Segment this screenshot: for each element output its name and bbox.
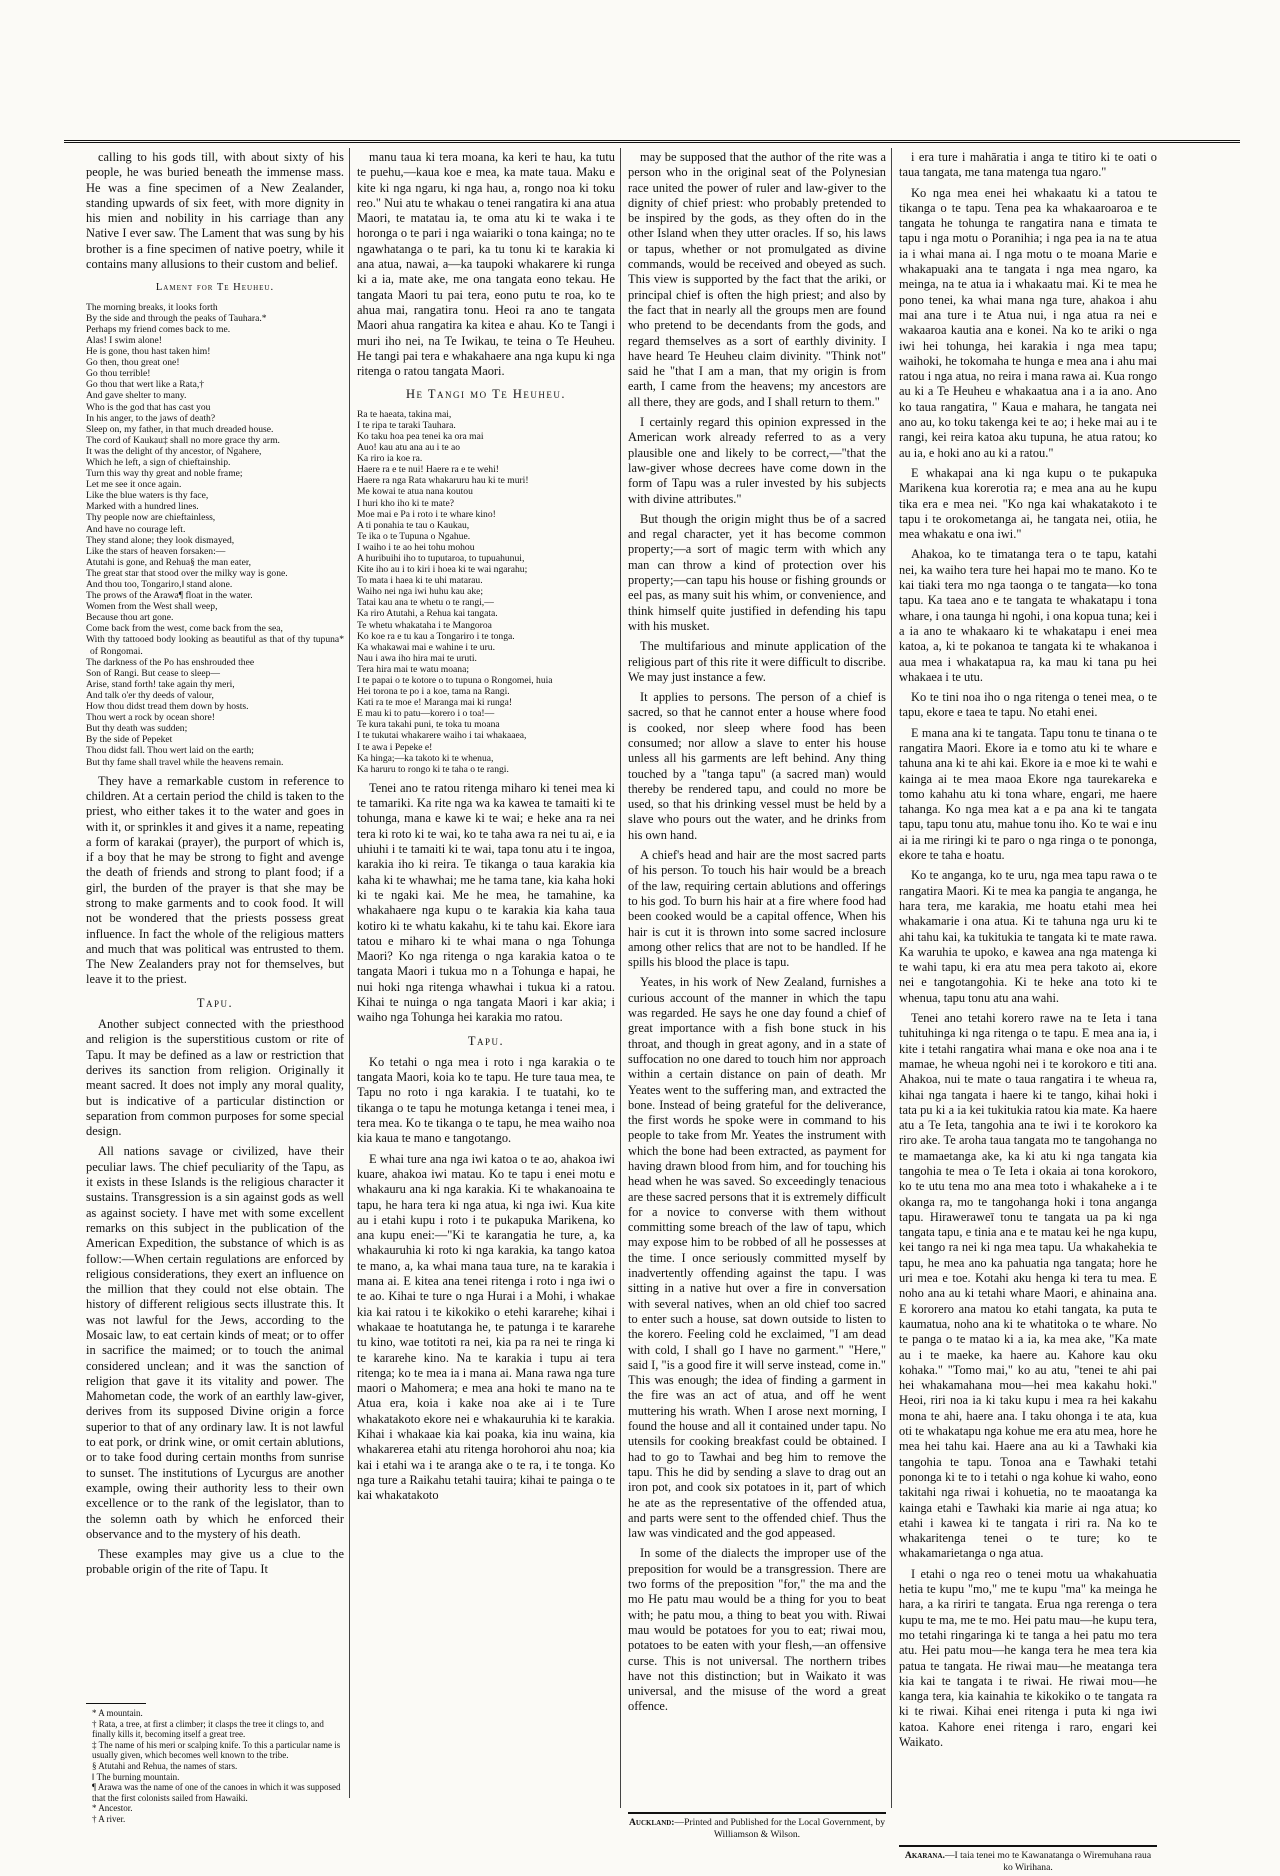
section-heading: Lament for Te Heuheu. (155, 282, 275, 294)
paragraph: They have a remarkable custom in reference to children. At a certain period the child is taken to the priest, who either takes it to the water and goes in with it, or sprinkles it and gives it a name, repeating a form of karakai (prayer), the purport of which is, if a boy that he may be strong to fight and avenge the death of friends and strong to plant food; if a girl, the burden of the prayer is that she may be strong to make garments and to cook food. It will not be wondered that the priests possess great influence. In fact the whole of the religious matters and much that was political was entrusted to them. The New Zealanders pray not for themselves, but leave it to the priest. (86, 773, 344, 987)
poem-line: Thou didst fall. Thou wert laid on the earth; (86, 745, 254, 757)
poem-line: Tera hira mai te watu moana; (357, 663, 470, 675)
poem-line: Like the blue waters is thy face, (86, 490, 209, 502)
poem-line: Ra te haeata, takina mai, (357, 408, 452, 420)
footnote: † A river. (92, 1813, 126, 1824)
paragraph: These examples may give us a clue to the probable origin of the rite of Tapu. It (86, 1547, 344, 1577)
column-4-maori (899, 150, 1157, 1840)
poem-line: Me kowai te atua nana koutou (357, 486, 473, 498)
paragraph: Another subject connected with the priesthood and religion is the superstitious custom or rite of Tapu. It may be defined as a law or restriction that derives its sanction from religion. Originally it meant sacred. It does not imply any moral quality, but is indicative of a particular distinction or separation from common purposes for some special design. (86, 1017, 344, 1139)
poem-line: Women from the West shall weep, (86, 601, 218, 613)
poem-line: Thou wert a rock by ocean shore! (86, 712, 215, 724)
poem-line: He is gone, thou hast taken him! (86, 346, 211, 358)
column-2-maori (357, 150, 615, 1800)
paragraph: may be supposed that the author of the rite was a person who in the original seat of the Polynesian race united the power of ruler and law-giver to the dignity of chief priest: who probably pretended to be inspired by the gods, as they often do in the other Island when they utter oracles. If so, his laws or tapus, whether or not promulgated as divine commands, would be received and obeyed as such. This view is supported by the fact that the ariki, or principal chief is often the high priest; and also by the fact that in nearly all the groups men are found who pretend to be decendants from the gods, and regard themselves as a sort of earthly divinity. I have heard Te Heuheu claim divinity. "Think not" said he "that I am a man, that my origin is from earth, I came from the heavens; my ancestors are all there, they are gods, and I shall return to them." (628, 150, 886, 409)
imprint-english (628, 1812, 886, 1840)
paragraph: E whakapai ana ki nga kupu o te pukapuka Marikena kua korerotia ra; e mea ana au he kupu tika era e mea nei. "Ko nga kai whakatakoto i te tapu i te orokometanga ai, he tangata nei, otiia, he mea whakatu e ona iwi." (899, 465, 1157, 542)
poem-line: How thou didst tread them down by hosts. (86, 701, 249, 713)
poem-line: I te ripa te taraki Tauhara. (357, 419, 456, 431)
section-heading: He Tangi mo Te Heuheu. (406, 387, 566, 402)
poem-line: Arise, stand forth! take again thy meri, (86, 678, 235, 690)
poem-line: I te awa i Pepeke e! (357, 741, 433, 753)
poem-line: And thou too, Tongariro,‖ stand alone. (86, 579, 233, 591)
poem-line: A huribuihi iho to tuputaroa, to tupuahunui, (357, 552, 525, 564)
paragraph: It applies to persons. The person of a chief is sacred, so that he cannot enter a house where food is cooked, nor sleep where food has been consumed; nor allow a slave to enter his house unless all his garments are left behind. Any thing touched by a "tanga tapu" (a sacred man) would thereby be rendered tapu, and could no more be used, so that his drinking vessel must be held by a slave who pours out the water, and he drinks from his own hand. (628, 690, 886, 842)
poem-line: Te whetu whakataha i te Mangoroa (357, 619, 492, 631)
poem-line: Ko koe ra e tu kau a Tongariro i te tonga. (357, 630, 515, 642)
paragraph: manu taua ki tera moana, ka keri te hau, ka tutu te puehu,—kaua koe e mea, ka mate taua. Maku e kite ki nga ngaru, ki nga hau, a, rongo noa ki toku reo." Nui atu te whakau o tenei rangatira ki ana atua Maori, te matatau ia, te oma atu ki te waka i te horonga o te pari i nga waiariki o tona kainga; no te ngawhatanga o te pari, ka tu tonu ki te karakia ki ana atua, nawai, a—ka taupoki whakarere ki runga ki a ia, mate ake, me ona tangata eono tekau. He tangata Maori tu pai tera, eono putu te roa, ko te ahua mai, rangatira tonu. Heoi ra ano te tangata Maori ahua rangatira ka kitea e ahau. Ko te Tangi i muri iho nei, na Te Iwikau, te teina o Te Heuheu. He tangi pai tera e whakahaere ana nga kupu ki nga ritenga o ratou tangata Maori. (357, 150, 615, 379)
paragraph: Yeates, in his work of New Zealand, furnishes a curious account of the manner in which the tapu was regarded. He says he one day found a chief of great importance with a fish bone stuck in his throat, and though in great agony, and in a state of suffocation no one dared to touch him nor approach within a certain distance on pain of death. Mr Yeates went to the suffering man, and extracted the bone. Instead of being grateful for the deliverance, the first words he spoke were in command to his people to take from Mr. Yeates the instrument with which the bone had been extracted, as payment for having drawn blood from him, and for touching his head when he was saved. So exceedingly tenacious are these sacred persons that it is extremely difficult for a novice to converse with them without committing some breach of the law of tapu, which may expose him to be robbed of all he possesses at the time. I once seriously committed myself by inadvertently offending against the tapu. I was sitting in a native hut over a fire in conversation with several natives, when an old chief too sacred to enter such a house, sat down outside to listen to the korero. Feeling cold he exclaimed, "I am dead with cold, I shall go I have no garment." "Here," said I, "is a good fire it will serve instead, come in." This was enough; the idea of finding a garment in the fire was an act of atua, and off he went muttering his wrath. When I arose next morning, I found the house and all it contained under tapu. No utensils for cooking breakfast could be obtained. I had to go to Tawhai and beg him to remove the tapu. This he did by sending a slave to drag out an iron pot, and cook six potatoes in it, part of which he ate as the representative of the offended atua, and parts were sent to the offended chief. Thus the law was vindicated and the god appeased. (628, 975, 886, 1541)
poem-line: Because thou art gone. (86, 612, 174, 624)
paragraph: But though the origin might thus be of a sacred and regal character, yet it has become common property;—a sort of magic term with which any man can throw a kind of protection over his property;—can tapu his house or fishing grounds or eel pas, as many suit his whim, or convenience, and think himself quite justified in defending his tapu with his musket. (628, 511, 886, 633)
footnote: † Rata, a tree, at first a climber; it clasps the tree it clings to, and finally kills it, becoming itself a great tree. (92, 1718, 324, 1740)
imprint-text: —Printed and Published for the Local Government, by Williamson & Wilson. (674, 1817, 885, 1840)
column-divider (891, 148, 892, 1808)
column-divider (620, 148, 621, 1808)
poem-line: Ko taku hoa pea tenei ka ora mai (357, 430, 484, 442)
footnote: ¶ Arawa was the name of one of the canoes in which it was supposed that the first colonists sailed from Hawaiki. (92, 1782, 341, 1803)
poem-line: Perhaps my friend comes back to me. (86, 323, 231, 335)
paragraph: calling to his gods till, with about sixty of his people, he was buried beneath the immense mass. He was a fine specimen of a New Zealander, standing upwards of six feet, with more dignity in his mien and nobility in his carriage than any Native I ever saw. The Lament that was sung by his brother is a fine specimen of native poetry, while it contains many allusions to their custom and belief. (86, 150, 344, 272)
column-divider (349, 148, 350, 1798)
poem-line: Ka haruru to rongo ki te taha o te rangi. (357, 763, 509, 775)
poem-line: Ka riro ia koe ra. (357, 453, 423, 465)
poem-line: Thy people now are chieftainless, (86, 512, 216, 524)
poem-line: Ka riro Atutahi, a Rehua kai tangata. (357, 608, 498, 620)
poem-line: Te kura takahi puni, te toka tu moana (357, 719, 500, 731)
poem-line: Turn this way thy great and noble frame; (86, 468, 243, 480)
poem-line: The prows of the Arawa¶ float in the water. (86, 590, 253, 602)
poem-line: I te papai o te kotore o to tupuna o Rongomei, huia (357, 675, 553, 686)
poem-line: By the side of Pepeket (86, 734, 173, 746)
section-heading: Tapu. (467, 1033, 505, 1048)
poem-line: Who is the god that has cast you (86, 401, 211, 413)
footnotes (86, 1703, 344, 1825)
poem-line: In his anger, to the jaws of death? (86, 412, 216, 424)
poem-line: Kati ra te moe e! Maranga mai ki runga! (357, 697, 513, 709)
footnote: § Atutahi and Rehua, the names of stars. (92, 1760, 238, 1771)
poem-line: Like the stars of heaven forsaken:— (86, 545, 226, 557)
poem-line: Moe mai e Pa i roto i te whare kino! (357, 508, 496, 520)
lament-poem (86, 302, 344, 768)
footnote: * Ancestor. (92, 1803, 133, 1814)
paragraph: E whai ture ana nga iwi katoa o te ao, ahakoa iwi kuare, ahakoa iwi matau. Ko te tapu i enei motu e whakauru ana ki nga karakia. Ki te whakanoaina te tapu, he hara tera ki nga atua, ki nga iwi. Kua kite au i etahi kupu i roto i te pukapuka Marikena, ko ana kupu enei:—"Ki te karangatia he ture, a, ka whakauruhia ki roto ki nga karakia, ka tango katoa te mano, a, ka whai mana taua ture, na te karakia i mana ai. E kitea ana tenei ritenga i roto i nga iwi o te ao. Kihai te ture o nga Hurai i a Mohi, i whakae kia kai ratou i te kikokiko o etehi kararehe; kihai i whakaae te hoatutanga he, te patunga i te kararehe tu kino, wae totitoti ra nei, kia pa ra nei te ringa ki te kararehe kino. Na te karakia i tupu ai tera ritenga; ko te mea ia i mana ai. Mana rawa nga ture maori o Mahomera; e mea ana hoki te mano na te Atua era, koia i kake noa ake ai i te Ture whakatakoto ekore nei e whakauruhia ki te karakia. Kihai i whakaae kia kai poaka, kia inu waina, kia whakarerea etahi atu ritenga horohoroi ahu noa; kia kai i etahi wa i te aranga ake o te ra, i te tonga. Ko nga ture a Raikahu tetahi tauira; kihai te painga o te kai whakatakoto (357, 1151, 615, 1503)
imprint-label: Akarana. (904, 1850, 945, 1861)
column-3-english (628, 150, 886, 1810)
poem-line: Te ika o te Tupuna o Ngahue. (357, 530, 471, 542)
footnote-rule (86, 1703, 146, 1704)
footnote: * A mountain. (92, 1708, 143, 1718)
paragraph: In some of the dialects the improper use of the preposition for would be a transgression. There are two forms of the preposition "for," the ma and the mo He patu mau would be a thing for you to beat with; he patu mou, a thing to beat you with. Riwai mau would be potatoes for you to eat; riwai mou, potatoes to be eaten with your flesh,—an offensive curse. This is not universal. The northern tribes have not this distinction; but in Waikato it was universal, and the misuse of the word a great offence. (628, 1546, 886, 1714)
poem-line: With thy tattooed body looking as beautiful as that of thy tupuna* of Rongomai. (86, 634, 344, 657)
poem-line: Ka hinga;—ka takoto ki te whenua, (357, 752, 494, 764)
poem-line: The cord of Kaukau‡ shall no more grace thy arm. (86, 434, 280, 446)
paragraph: A chief's head and hair are the most sacred parts of his person. To touch his hair would be a breach of the law, requiring certain ablutions and offerings to his god. To burn his hair at a fire where food had been cooked would be a capital offence, When his hair is cut it is thrown into some sacred inclosure among other relics that are not to be handled. If he spills his blood the place is tapu. (628, 848, 886, 970)
poem-line: Marked with a hundred lines. (86, 501, 199, 513)
paragraph: The multifarious and minute application of the religious part of this rite it were difficult to discribe. We may just instance a few. (628, 639, 886, 684)
tangi-poem (357, 409, 615, 775)
poem-line: I te tukutai whakarere waiho i tai whakaaea, (357, 730, 527, 742)
poem-line: And talk o'er thy deeds of valour, (86, 689, 214, 701)
poem-line: They stand alone; they look dismayed, (86, 534, 235, 546)
poem-line: Alas! I swim alone! (86, 334, 162, 346)
poem-line: Kite iho au i to kiri i hoea ki te wai ngarahu; (357, 564, 528, 576)
paragraph: i era ture i mahāratia i anga te titiro ki te oati o taua tangata, me tana matenga tua ngaro." (899, 150, 1157, 180)
poem-line: Come back from the west, come back from the sea, (86, 623, 283, 635)
imprint-label: Auckland: (628, 1817, 675, 1828)
paragraph: Ko te anganga, ko te uru, nga mea tapu rawa o te rangatira Maori. Ki te mea ka pangia te anganga, he hara tera, me karakia, me hoatu etahi mea hei whakamarie i ona atua. Ki te tahuna nga uru ki te ahi tahu kai, ka tukitukia te tangata ki te mate rawa. Ka waruhia te upoko, e kawea ana nga matenga ki te wahi tapu, ki era atu mea pera takoto ai, ekore nei e tangotangohia. Ki te heke ana toto ki te whenua, tapu tonu atu ana wahi. (899, 868, 1157, 1005)
poem-line: Nau i awa iho hira mai te uruti. (357, 652, 477, 664)
poem-line: The darkness of the Po has enshrouded thee (86, 656, 255, 668)
paragraph: Tenei ano te ratou ritenga miharo ki tenei mea ki te tamariki. Ka rite nga wa ka kawea te tamaiti ki te tohunga, mana e kawe ki te wai; e heke ana ra nei tera ki roto ki te wai, ko te taha awa ra nei tu ai, e ia uhiuhi i te tamaiti ki te wai, tapa tonu atu i te ingoa, karakia iho ki reira. Te tikanga o taua karakia kia kaha ki te whawhai; me he tama tane, kia kaha hoki ki te ngaki kai. Me he mea, he tamahine, ka whakahaere nga kupu o te karakia kia kaha taua kotiro ki te whatu kakahu, ki te tahu kai. Ekore iara tatou e miharo ki te whai mana o nga Tohunga Maori? Ko nga ritenga o nga karakia katoa o te tangata Maori i tukua mo n a Tohunga e hapai, he nui hoki nga ritenga whawhai i tukua ki a ratou. Kihai te nuinga o nga tangata Maori i kar akia; i waiho nga Tohunga hei karakia mo ratou. (357, 780, 615, 1025)
poem-line: Auo! kau atu ana au i te ao (357, 442, 461, 454)
paragraph: I etahi o nga reo o tenei motu ua whakahuatia hetia te kupu "mo," me te kupu "ma" ka meinga he hara, a ka ririri te tangata. Erua nga rerenga o tera kupu te ma, me te mo. Hei patu mau—he kupu tera, mo tetahi ringaringa ki te tanga a hei patu mo tera atu. Hei patu mou—he kanga tera he mea tera kia patua te tangata. He riwai mau—he meatanga tera kia kai te tangata i te riwai. He riwai mou—he kanga tera, kia kainahia te kikokiko o te tangata ra ki te riwai. Kihai enei ritenga i puta ki nga iwi katoa. Kahore enei ritenga i raro, engari kei Waikato. (899, 1566, 1157, 1749)
poem-line: Ka whakawai mai e wahine i te uru. (357, 641, 495, 653)
poem-line: Waiho nei nga iwi huhu kau ake; (357, 586, 484, 598)
poem-line: Son of Rangi. But cease to sleep— (86, 667, 221, 679)
poem-line: Sleep on, my father, in that much dreaded house. (86, 423, 274, 435)
poem-line: It was the delight of thy ancestor, of Ngahere, (86, 445, 262, 457)
paragraph: Ahakoa, ko te timatanga tera o te tapu, katahi nei, ka waiho tera ture hei hapai mo te mano. Ko te kai tiaki tera mo nga taonga o te tangata—ko tona tapu. Ka taea ano e te tangata te whakatapu i tona whare, i ona taunga hi ngohi, i ona kopua tuna; kei i a ia ano te whakaaro ki te whakatapu i enei mea katoa, a, ki te pokanoa te tangata ki te whakanoa i aua mea i whakatapua ra, ka mau ki tana pu hei whakaea i te utu. (899, 547, 1157, 684)
poem-line: A ti ponahia te tau o Kaukau, (357, 519, 470, 531)
paragraph: E mana ana ki te tangata. Tapu tonu te tinana o te rangatira Maori. Ekore ia e tomo atu ki te whare e tahuna ana ki te ahi kai. Ekore ia e moe ki te wahi e kainga ai te mea maoa Ekore nga taurekareka e tomo kahahu atu ki tona whare, engari, me haere tahanga. Ko nga mea kat a e pa ana ki te tangata tapu, tapu tonu atu, mahue tonu iho. Ko te wai e inu ai ia me riringi ki te paro o nga ringa o te pononga, ekore te taha e hoatu. (899, 725, 1157, 863)
paragraph: All nations savage or civilized, have their peculiar laws. The chief peculiarity of the Tapu, as it exists in these Islands is the religious character it sustains. Transgression is a sin against gods as well as against society. I have met with some excellent remarks on this subject in the publication of the American Expedition, the substance of which is as follow:—When certain regulations are enforced by religious considerations, they exert an influence on the million that they could not else obtain. The history of different religious sects illustrate this. It was not lawful for the Jews, according to the Mosaic law, to eat certain kinds of meat; or to offer in sacrifice the maimed; or to touch the animal considered unclean; and it was the sanction of religion that gave it its vitality and power. The Mahometan code, the work of an earthly law-giver, derives from its supposed Divine origin a force superior to that of any ordinary law. It is not lawful to eat pork, or drink wine, or omit certain ablutions, or to take food during certain months from sunrise to sunset. The institutions of Lycurgus are another example, owing their authority less to their own excellence or to the rank of the legislator, than to the solemn oath by which he enforced their observance and to the mystery of his death. (86, 1144, 344, 1541)
paragraph: I certainly regard this opinion expressed in the American work already referred to as a very plausible one and likely to be correct,—"that the law-giver whose decrees have come down in the form of Tapu was a ruler invested by his subjects with divine attributes." (628, 415, 886, 506)
poem-line: But thy death was sudden; (86, 723, 188, 735)
poem-line: Hei torona te po i a koe, tama na Rangi. (357, 686, 510, 698)
poem-line: Atutahi is gone, and Rehua§ the man eater, (86, 556, 252, 568)
paragraph: Tenei ano tetahi korero rawe na te Ieta i tana tuhituhinga ki nga ritenga o te tapu. E mea ana ia, i kite i tetahi rangatira whai mana e oke noa ana i te mamae, he wheua ngohi nei i te korokoro e titi ana. Ahakoa, nui te mate o taua rangatira i te wheua ra, kihai nga tangata i haere ki te tango, kihai hoki i tata pu ki a ia kei tukitukia ratou kia mate. Ka haere atu a Te Ieta, tangohia ana te iwi i te korokoro ka riro ake. Te aroha taua tangata mo te tangohanga no te mamaetanga ake, ka ki atu ki nga tangata kia tangohia te mea o Te Ieta i okaia ai tona korokoro, ko te utu tena mo ana mea toto i whakaheke a i te okanga ra, mo te tangohanga hoki i tona anganga tapu. Hiraweraweī tonu te tangata ua pa ki nga tangata tapu, e tinia ana e te matau kei he nga kupu, kei tango ra nei ki nga mea tapu. Ua whakahekia te tapu, he mea ano ka pahuatia nga tangata; hore he uri mea e toe. Kotahi aku henga ki tera tu mea. E noho ana au ki tetahi whare Maori, e ahinaina ana. E kororero ana matou ko etahi tangata, ka puta te kaumatua, noho ana ki te whatitoka o te whare. No te panga o te matao ki a ia, ka mea ake, "Ka mate au i te maeke, ka haere au. Kahore kau oku kohaka." "Tomo mai," ko au atu, "tenei te ahi pai hei whakamahana mou—hei mea kakahu hoki." Heoi, riri noa ia ki taku kupu i mea ra hei kakahu mona te ahi, haere ana. I taku ohonga i te ata, kua oti te whakatapu nga kohue me era atu mea, hore he mea hei tahu kai. Haere ana au ki a Tawhaki kia tangohia te tapu. Tonoa ana e Tawhaki tetahi pononga ki te to i tetahi o nga kohue ki waho, eono takitahi nga riwai i kohuetia, no te maoatanga ka kainga etahi e Tawhaki kia marie ai nga atua; ko etahi i kawea ki te tangata i riri ra. Na ko te whakaritenga tenei o te ture; ko te whakamarietanga o nga atua. (899, 1011, 1157, 1561)
poem-line: Which he left, a sign of chieftainship. (86, 456, 231, 468)
paragraph: Ko tetahi o nga mea i roto i nga karakia o te tangata Maori, koia ko te tapu. He ture taua mea, te Tapu no roto i nga karakia. I te tuatahi, ko te tikanga o te tapu he motunga ketanga i tenei mea, i tera mea. Ko te tikanga o te tapu, he mea waiho noa kia kaua te mano e tangotango. (357, 1054, 615, 1146)
poem-line: Go then, thou great one! (86, 357, 180, 369)
column-1-english (86, 150, 344, 1840)
poem-line: Haere ra nga Rata whakaruru hau ki te muri! (357, 475, 529, 487)
poem-line: By the side and through the peaks of Tauhara.* (86, 312, 267, 324)
footnote: ‖ The burning mountain. (92, 1771, 180, 1782)
poem-line: To mata i haea ki te uhi matarau. (357, 575, 483, 587)
poem-line: Go thou terrible! (86, 368, 151, 380)
poem-line: I huri kho iho ki te mate? (357, 497, 454, 509)
poem-line: And have no courage left. (86, 523, 186, 535)
footnote: ‡ The name of his meri or scalping knife. To this a particular name is usually given, which becomes well known to the tribe. (92, 1739, 341, 1761)
poem-line: E mau ki to patu—korero i o toa!— (357, 708, 495, 720)
imprint-text: —I taia tenei mo te Kawanatanga o Wiremuhana raua ko Wirihana. (944, 1850, 1152, 1873)
poem-line: And gave shelter to many. (86, 390, 187, 402)
poem-line: Haere ra e te nui! Haere ra e te wehi! (357, 464, 499, 476)
section-heading: Tapu. (196, 995, 234, 1010)
poem-line: Tatai kau ana te whetu o te rangi,— (357, 597, 494, 609)
paragraph: Ko nga mea enei hei whakaatu ki a tatou te tikanga o te tapu. Tena pea ka whakaaroaroa e te tangata he tohunga te rangatira nana e timata te tapu i nga motu o Poranihia; i nga pea ia na te atua ia i whai mana ai. I nga motu o te moana Marie e whakapuaki ana te tangata i nga mea ngaro, ka meinga, na te atua ia i whakaatu mai. Ki te mea he pono tenei, ka whai mana nga ture, ahakoa i ahu mai ana ture i te Atua nui, i nga atua ra nei e wakaaroa kautia ana e konei. Na ko te ariki o nga iwi hei tohunga, hei karakia i nga mea tapu; waihoki, he tokomaha te hunga e mea ana i ahu mai ratou i nga atua, no reira i mana rawa ai. Kua rongo au ki a Te Heuheu e whakaatua ana i a ia ano. Ano ko taua rangatira, " Kaua e mahara, he tangata nei ano au, ko toku takenga kei te ao; i heke mai au i te rangi, kei reira katoa aku tupuna, he atua ratou; ko au ia, e hoki ano au ki a ratou." (899, 185, 1157, 460)
top-rule (64, 140, 1240, 143)
poem-line: Go thou that wert like a Rata,† (86, 379, 205, 391)
imprint-maori (899, 1845, 1157, 1873)
poem-line: Let me see it once again. (86, 479, 182, 491)
poem-line: The great star that stood over the milky way is gone. (86, 567, 288, 579)
poem-line: But thy fame shall travel while the heavens remain. (86, 756, 284, 768)
poem-line: I waiho i te ao hei tohu mohou (357, 541, 475, 553)
poem-line: The morning breaks, it looks forth (86, 301, 218, 313)
paragraph: Ko te tini noa iho o nga ritenga o tenei mea, o te tapu, ekore e taea te tapu. No etahi enei. (899, 690, 1157, 720)
